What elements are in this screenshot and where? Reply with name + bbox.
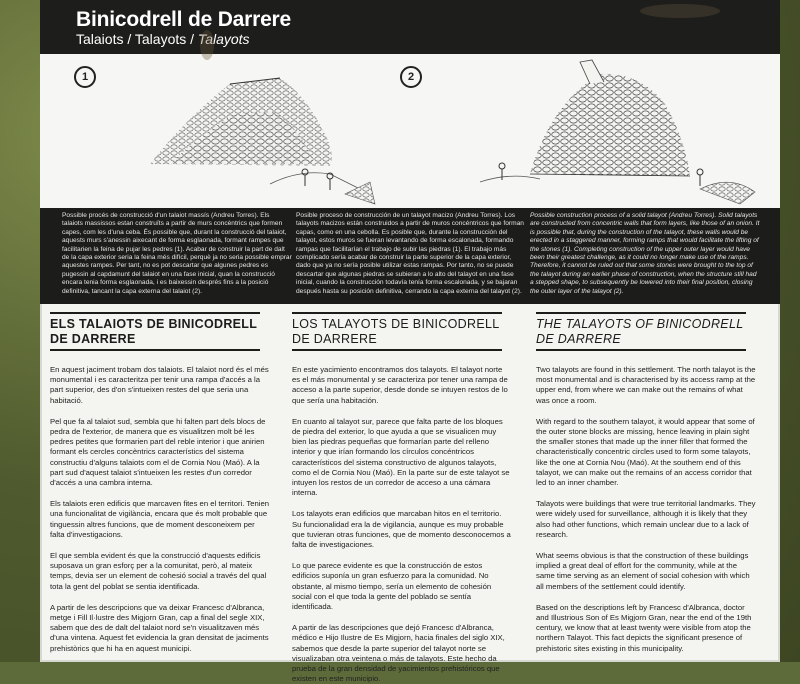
paragraph: En este yacimiento encontramos dos talayots. El talayot norte es el más monumental y se caracteriza por tener una rampa de acceso a la parte superior, desde donde se intuyen restos de lo que sería una habitación. [292, 365, 508, 405]
sign-title: Binicodrell de Darrere [76, 8, 292, 31]
heading-catalan: ELS TALAIOTS DE BINICODRELL DE DARRERE [50, 317, 257, 346]
paragraph: Talayots were buildings that were true territorial landmarks. They were widely used for surveillance, although it is likely that they also had other functions, which remain unclear due to a lack of research. [536, 499, 756, 539]
illustration-number-2: 2 [400, 66, 422, 88]
heading-rule-top [536, 312, 746, 314]
heading-rule-top [50, 312, 260, 314]
paragraph: Based on the descriptions left by Francesc d'Albranca, doctor and Illustrious Son of Es Migjorn Gran, near the end of the 19th century, we know that at least twenty were visible from atop the northern Talayot. This fact depicts the significant presence of prehistoric sites existing in this municipality. [536, 602, 752, 653]
paragraph: Two talayots are found in this settlement. The north talayot is the most monumental and is characterised by its access ramp at the upper end, from where we can make out the remains of what was once a room. [536, 365, 756, 405]
heading-rule-bottom [536, 349, 746, 351]
heading-english: THE TALAYOTS OF BINICODRELL DE DARRERE [536, 317, 744, 346]
caption-spanish: Posible proceso de construcción de un talayot macizo (Andreu Torres). Los talayots macizos están construidos a partir de muros concéntricos que forman capas, como en una cebolla. Es posible que, durante la construcción del talayot, estos muros se fueran levantando de forma escalonada, formando rampas que facilitarían el trabajo de subir las piedras (1). El trabajo más complicado sería acabar de construir la parte superior de la capa exterior, dado que ya no sería posible utilizar estas rampas. Por tanto, no se puede descartar que algunas piedras se subieran a lo alto del talayot en una fase inicial, cuando la construcción todavía tenía forma escalonada, y se bajaran después hasta su posición definitiva, cerrando la capa externa del talayot (2). [296, 212, 524, 295]
heading-rule-bottom [50, 349, 260, 351]
heading-spanish: LOS TALAYOTS DE BINICODRELL DE DARRERE [292, 317, 500, 346]
paragraph: What seems obvious is that the construction of these buildings implied a great deal of effort for the community, while at the same time serving as an element of social cohesion with which all members of the settlement could identify. [536, 551, 750, 591]
caption-english: Possible construction process of a solid talayot (Andreu Torres). Solid talayots are constructed from concentric walls that form layers, like those of an onion. It is possible that, during the construction of the talayot, these walls would be erected in a staggered manner, forming ramps that would facilitate the lifting of the stones (1). Completing construction of the upper outer layer would have been their greatest challenge, as it could no longer make use of the ramps. Therefore, it cannot be ruled out that some stones were brought to the top of the talayot during an earlier phase of construction, when the structure still had a stepped shape, to subsequently be lowered into their final position, closing the outer layer of the talayot (2). [530, 212, 760, 295]
column-catalan [50, 312, 270, 662]
paragraph: En cuanto al talayot sur, parece que falta parte de los bloques de piedra del exterior, lo que ayuda a que se visualicen muy bien las piedras pequeñas que formarían parte del relleno interior y que irían formando los círculos concéntricos característicos del sistema constructivo de algunos talayots, como el de Cornia Nou (Maó). En la parte sur de este talayot se intuyen los restos de un corredor de acceso a una cámara interna. [292, 416, 510, 498]
paragraph: Lo que parece evidente es que la construcción de estos edificios suponía un gran esfuerzo para la comunidad. No obstante, al mismo tiempo, sería un elemento de cohesión social con el que toda la gente del poblado se sentía identificada. [292, 561, 492, 612]
paragraph: En aquest jaciment trobam dos talaiots. El talaiot nord és el més monumental i es caracteritza per tenir una rampa d'accés a la part superior, des d'on s'intueixen restes del que seria una habitació. [50, 365, 269, 405]
heading-rule-bottom [292, 349, 502, 351]
paragraph: Els talaiots eren edificis que marcaven fites en el territori. Tenien una funcionalitat de vigilància, encara que és molt probable que tinguessin altres funcions, que de moment desconeixem per falta d'investigacions. [50, 499, 270, 539]
illustration-number-1: 1 [74, 66, 96, 88]
heading-rule-top [292, 312, 502, 314]
paragraph: Los talayots eran edificios que marcaban hitos en el territorio. Su funcionalidad era la de vigilancia, aunque es muy probable que tuvieran otras funciones, que de momento desconocemos a falta de investigaciones. [292, 509, 511, 550]
subtitle-ca-es: Talaiots / Talayots / [76, 31, 195, 47]
stain-mark [640, 4, 720, 18]
talayot-illustration-1 [130, 54, 390, 208]
paragraph: Pel que fa al talaiot sud, sembla que hi falten part dels blocs de pedra de l'exterior, de manera que es visualitzen molt bé les pedres petites que formarien part del reble interior i que anirien formant els cercles concèntrics característics del sistema constructiu d'alguns talaiots com el de Cornia Nou (Maó). A la part sud d'aquest talaiot s'intueixen les restes d'un corredor d'accés a una cambra interna. [50, 416, 266, 488]
stain-mark [200, 30, 214, 60]
column-spanish [292, 312, 512, 684]
talayot-illustration-2 [470, 54, 770, 208]
sign-subtitle [76, 31, 250, 47]
paragraph: A partir de las descripciones que dejó Francesc d'Albranca, médico e Hijo Ilustre de Es Migjorn, hacia finales del siglo XIX, sabemos que desde la parte superior del talayot norte se visualizaban otra veintena o más de talayots. Este hecho da prueba de la gran densidad de yacimientos prehistóricos que existen en este municipio. [292, 623, 505, 684]
paragraph: El que sembla evident és que la construcció d'aquests edificis suposava un gran esforç per a la comunitat, però, al mateix temps, devia ser un element de cohesió social a través del qual tota la gent del poblat se sentia identificada. [50, 551, 267, 591]
subtitle-en: Talayots [197, 31, 250, 47]
column-english [536, 312, 756, 662]
illustration-area [40, 54, 780, 208]
caption-catalan: Possible procés de construcció d'un talaiot massís (Andreu Torres). Els talaiots massissos estan construïts a partir de murs concèntrics que formen capes, com les d'una ceba. És possible que, durant la construcció del talaiot, aquests murs s'anessin aixecant de forma esglaonada, formant rampes que facilitarien la feina de pujar les pedres (1). Acabar de construir la part de dalt de la capa exterior seria la feina més difícil, perquè ja no seria possible emprar aquestes rampes. Per tant, no es pot descartar que algunes pedres es pugessin al capdamunt del talaiot en una fase inicial, quan la construcció encara tenia forma esglaonada, i es baixessin després fins a la posició definitiva, tancant la capa externa del talaiot (2). [62, 212, 292, 295]
paragraph: With regard to the southern talayot, it would appear that some of the outer stone blocks are missing, hence leaving in plain sight the smaller stones that made up the inner filler that formed the characteristically concentric circles used to form some talayots, like the one at Cornia Nou (Maó). At the southern end of this talayot, we can make out the remains of an access corridor that led to an inner chamber. [536, 416, 755, 488]
information-sign [40, 0, 780, 684]
paragraph: A partir de les descripcions que va deixar Francesc d'Albranca, metge i Fill Il·lustre des Migjorn Gran, cap a final del segle XIX, sabem que des de dalt del talaiot nord se'n visualitzaven més d'una vintena. Aquest fet evidencia la gran densitat de jaciments prehistòrics que hi ha en aquest municipi. [50, 602, 269, 653]
